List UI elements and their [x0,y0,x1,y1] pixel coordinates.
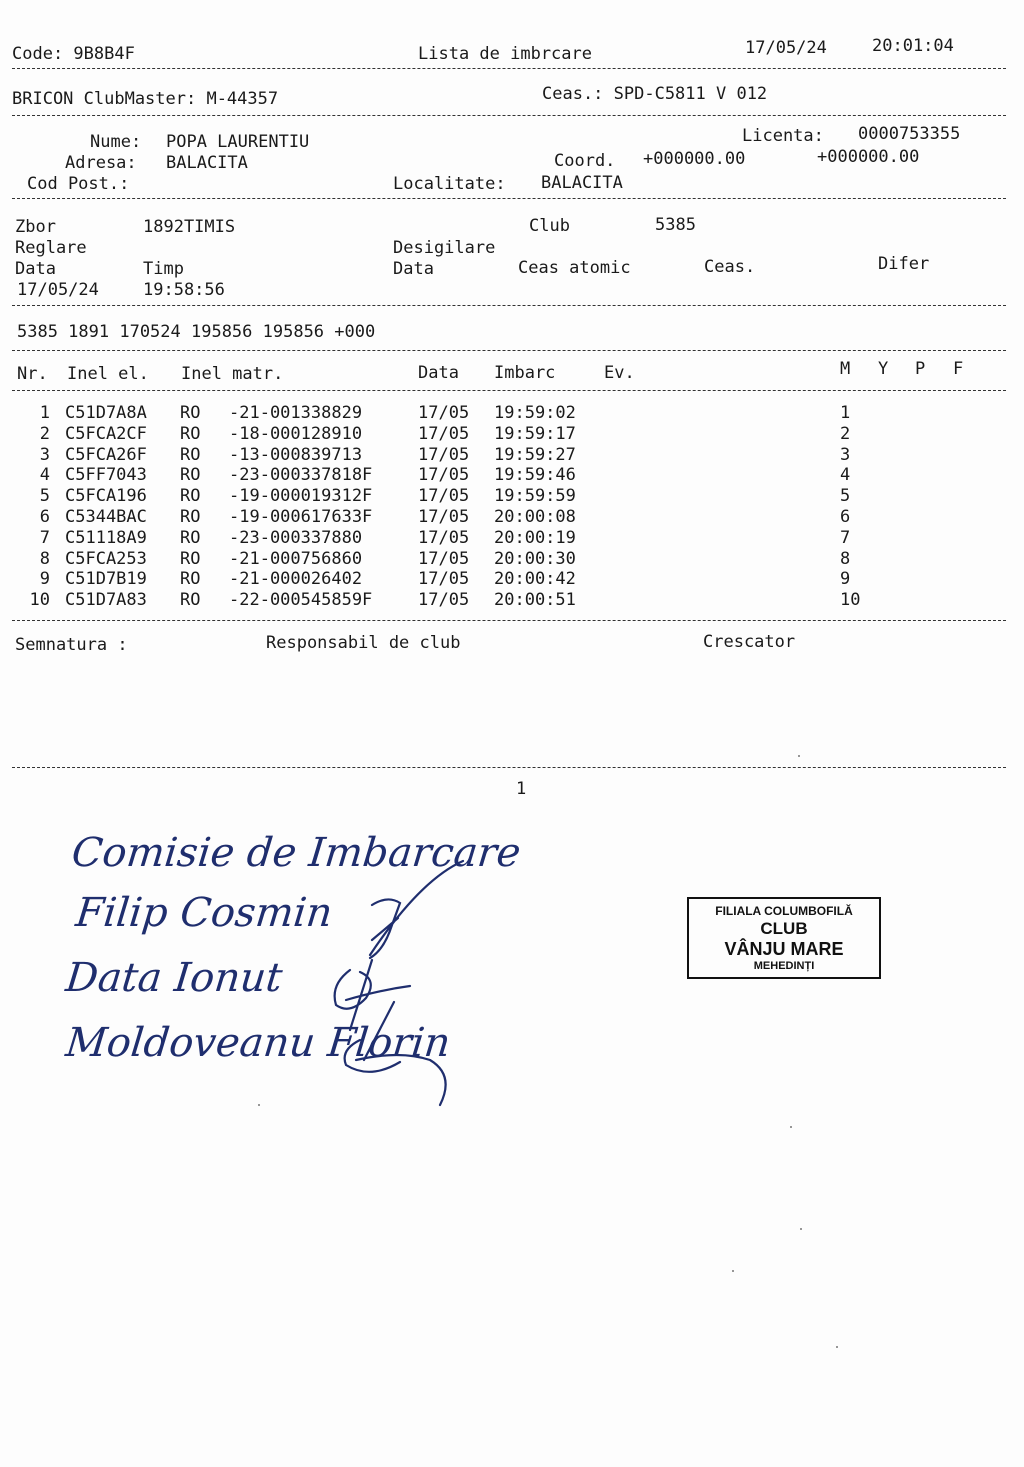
signature-2 [335,960,410,1030]
page-number: 1 [516,779,527,799]
col-imbarc: Imbarc [494,363,556,383]
flight-code-line: 5385 1891 170524 195856 195856 +000 [17,322,376,342]
paper-speck [836,1346,838,1348]
club-responsible-label: Responsabil de club [266,633,461,653]
cell-data: 17/05 [418,548,470,569]
flight-name: 1892TIMIS [143,217,236,237]
col-inel-matr: Inel matr. [181,364,284,384]
col-m: M [840,359,851,379]
cell-inel-el: C51D7A83 [65,590,147,611]
cell-data: 17/05 [418,486,470,507]
cell-inel-matr: -13-000839713 [229,444,363,465]
cell-inel-matr: -21-000026402 [229,569,363,590]
cell-nr: 1 [39,403,50,423]
cell-imbarc: 20:00:19 [494,527,576,548]
cell-nr: 5 [39,486,50,507]
cell-nr: 10 [29,590,50,611]
cell-country: RO [180,507,201,527]
stamp-line-2: CLUB [760,919,808,938]
locality-value: BALACITA [541,173,623,193]
col-p: P [915,359,926,379]
license-label: Licenta: [742,126,824,146]
paper-speck [798,755,800,757]
stamp-line-1: FILIALA COLUMBOFILĂ [715,904,853,918]
cell-data: 17/05 [418,403,470,423]
col-f: F [953,359,964,379]
handwritten-title: Comisie de Imbarcare [69,830,523,876]
ceas-atomic-label: Ceas atomic [518,258,631,278]
cell-inel-matr: -19-000617633F [229,507,373,527]
club-number: 5385 [655,215,696,235]
print-time: 20:01:04 [872,36,954,56]
cell-inel-el: C51118A9 [65,527,147,548]
name-label: Nume: [90,132,142,152]
data-label: Data [15,259,56,279]
paper-speck [790,1126,792,1128]
cell-data: 17/05 [418,590,470,611]
document-title: Lista de imbrcare [418,44,592,64]
cell-imbarc: 20:00:08 [494,507,576,527]
cell-country: RO [180,590,201,611]
handwritten-name-3: Moldoveanu Florin [63,1020,453,1066]
signature-label: Semnatura : [15,635,128,655]
cell-inel-el: C5344BAC [65,507,147,527]
cell-inel-matr: -19-000019312F [229,486,373,507]
address-label: Adresa: [65,153,137,173]
cell-country: RO [180,403,201,423]
cell-country: RO [180,486,201,507]
cell-nr: 9 [39,569,50,590]
difer-label: Difer [878,254,930,274]
cell-inel-matr: -18-000128910 [229,423,363,444]
cell-inel-matr: -22-000545859F [229,590,373,611]
desigilare-data-label: Data [393,259,434,279]
cell-data: 17/05 [418,465,470,486]
print-date: 17/05/24 [745,38,827,58]
cell-m: 10 [840,590,861,611]
cell-inel-el: C5FF7043 [65,465,147,486]
paper-speck [732,1270,734,1272]
timp-label: Timp [143,259,184,279]
cell-inel-el: C5FCA26F [65,444,147,465]
cell-imbarc: 19:59:02 [494,403,576,423]
cell-inel-matr: -23-000337880 [229,527,363,548]
cell-nr: 7 [39,527,50,548]
cell-imbarc: 19:59:59 [494,486,576,507]
cell-m: 5 [840,486,851,507]
breeder-label: Crescator [703,632,796,652]
cell-inel-matr: -21-000756860 [229,548,363,569]
reglare-time: 19:58:56 [143,280,225,300]
cell-m: 4 [840,465,851,486]
col-data: Data [418,363,459,383]
cell-inel-matr: -21-001338829 [229,403,363,423]
cell-imbarc: 19:59:46 [494,465,576,486]
cell-country: RO [180,423,201,444]
clock-id: Ceas.: SPD-C5811 V 012 [542,84,768,104]
signature-3 [345,1002,446,1105]
postal-code-label: Cod Post.: [27,174,130,194]
cell-m: 1 [840,403,851,423]
cell-imbarc: 19:59:27 [494,444,576,465]
club-label: Club [529,216,570,236]
coord-label: Coord. [554,151,616,171]
clubmaster-id: BRICON ClubMaster: M-44357 [12,89,279,109]
col-inel-el: Inel el. [67,364,149,384]
cell-inel-el: C5FCA253 [65,548,147,569]
cell-nr: 2 [39,423,50,444]
cell-inel-el: C51D7B19 [65,569,147,590]
club-stamp [687,897,881,979]
ceas-label: Ceas. [704,257,756,277]
cell-inel-el: C5FCA2CF [65,423,147,444]
col-nr: Nr. [17,364,48,384]
cell-imbarc: 20:00:30 [494,548,576,569]
cell-country: RO [180,569,201,590]
cell-imbarc: 20:00:51 [494,590,576,611]
cell-nr: 8 [39,548,50,569]
cell-inel-el: C5FCA196 [65,486,147,507]
locality-label: Localitate: [393,174,506,194]
cell-m: 6 [840,507,851,527]
cell-inel-matr: -23-000337818F [229,465,373,486]
paper-speck [800,1228,802,1230]
paper-speck [258,1104,260,1106]
cell-m: 3 [840,444,851,465]
cell-country: RO [180,548,201,569]
owner-name: POPA LAURENTIU [166,132,310,152]
col-y: Y [878,359,889,379]
zbor-label: Zbor [15,217,56,237]
cell-nr: 4 [39,465,50,486]
reglare-date: 17/05/24 [17,280,99,300]
handwritten-name-2: Data Ionut [63,955,285,1001]
cell-country: RO [180,465,201,486]
coord-lat: +000000.00 [643,149,746,169]
cell-m: 8 [840,548,851,569]
cell-country: RO [180,444,201,465]
cell-imbarc: 19:59:17 [494,423,576,444]
list-code: Code: 9B8B4F [12,44,135,64]
cell-country: RO [180,527,201,548]
cell-nr: 6 [39,507,50,527]
cell-inel-el: C51D7A8A [65,403,147,423]
owner-address: BALACITA [166,153,248,173]
cell-m: 7 [840,527,851,548]
cell-m: 9 [840,569,851,590]
cell-data: 17/05 [418,423,470,444]
reglare-label: Reglare [15,238,87,258]
signature-1 [370,861,463,958]
col-ev: Ev. [604,363,635,383]
stamp-line-3: VÂNJU MARE [724,939,844,959]
cell-data: 17/05 [418,569,470,590]
cell-data: 17/05 [418,444,470,465]
stamp-line-4: MEHEDINȚI [753,960,815,972]
cell-m: 2 [840,423,851,444]
cell-imbarc: 20:00:42 [494,569,576,590]
cell-data: 17/05 [418,527,470,548]
desigilare-label: Desigilare [393,238,496,258]
cell-data: 17/05 [418,507,470,527]
license-number: 0000753355 [858,124,961,144]
cell-nr: 3 [39,444,50,465]
coord-lon: +000000.00 [817,147,920,167]
handwritten-name-1: Filip Cosmin [73,890,335,936]
